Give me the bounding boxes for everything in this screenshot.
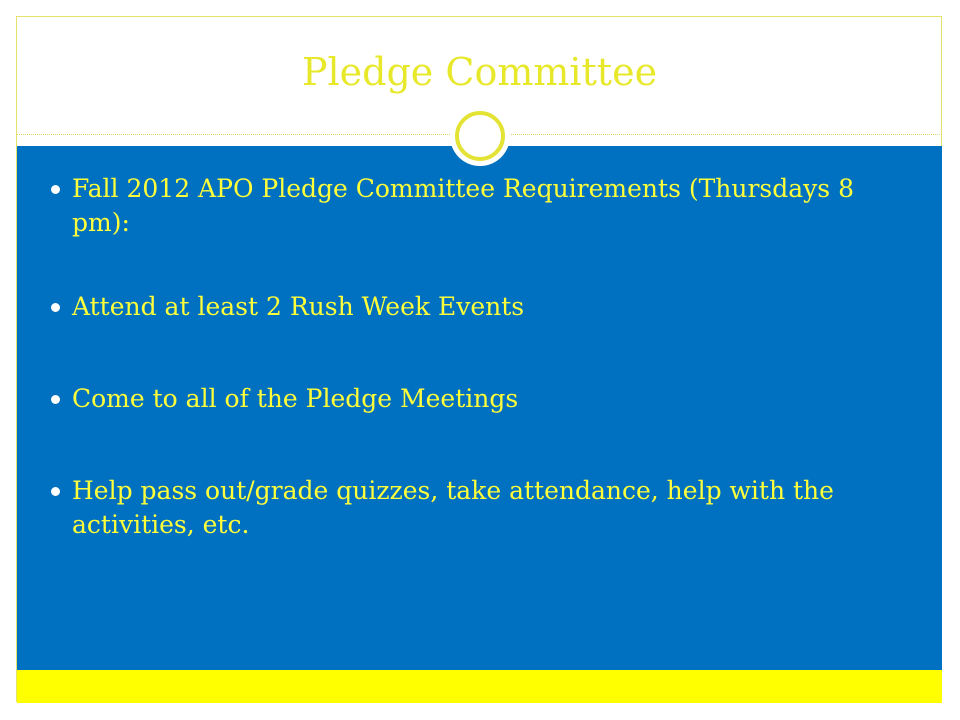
bullet-item: Fall 2012 APO Pledge Committee Requirements (Thursdays 8 pm): — [48, 172, 908, 240]
slide-title: Pledge Committee — [301, 50, 658, 94]
bullet-item: Attend at least 2 Rush Week Events — [48, 290, 908, 324]
bullet-item: Come to all of the Pledge Meetings — [48, 382, 908, 416]
bullet-list — [48, 172, 908, 542]
footer-band — [17, 670, 942, 703]
bullet-item: Help pass out/grade quizzes, take attendance, help with the activities, etc. — [48, 474, 908, 542]
ring-decoration-icon — [455, 111, 505, 161]
